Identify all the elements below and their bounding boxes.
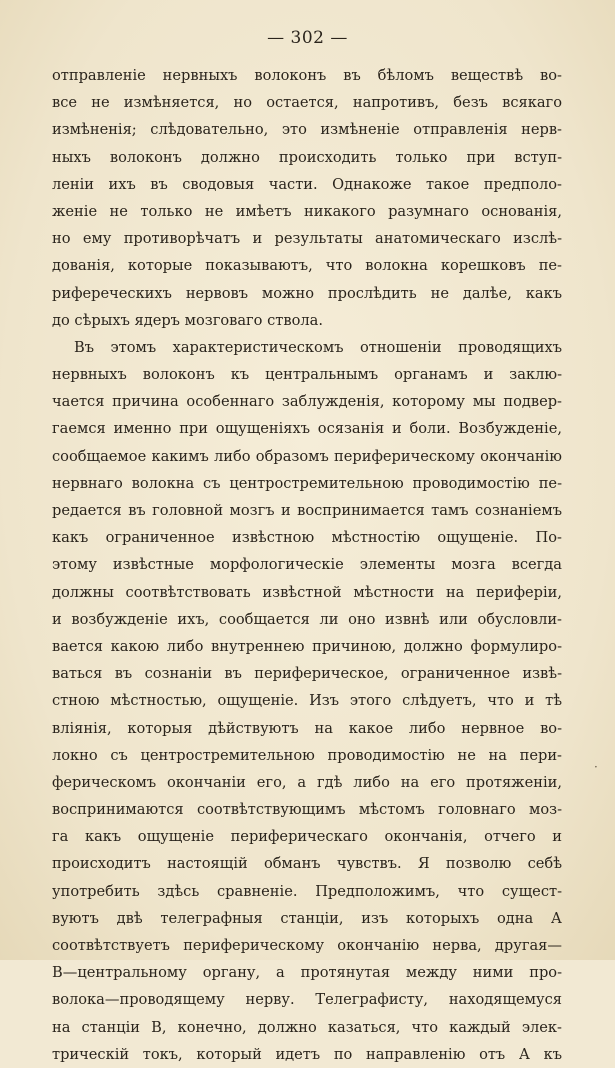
text-line: стною мѣстностью, ощущеніе. Изъ этого слѣдуетъ, что и тѣ [52, 692, 562, 710]
text-line: должны соотвѣтствовать извѣстной мѣстности на периферіи, [52, 583, 562, 601]
text-line: и возбужденіе ихъ, сообщается ли оно извнѣ или обусловли- [52, 610, 562, 628]
text-line: га какъ ощущеніе периферическаго окончанія, отчего и [52, 828, 562, 846]
text-line: на станціи В, конечно, должно казаться, что каждый элек- [52, 1018, 562, 1036]
text-line: дованія, которые показываютъ, что волокна корешковъ пе- [52, 257, 562, 275]
text-line: вуютъ двѣ телеграфныя станціи, изъ которыхъ одна А [52, 909, 562, 927]
text-line: соотвѣтствуетъ периферическому окончанію нерва, другая— [52, 937, 562, 954]
text-line: происходитъ настоящій обманъ чувствъ. Я позволю себѣ [52, 855, 562, 873]
text-line: употребить здѣсь сравненіе. Предположимъ, что сущест- [52, 882, 562, 900]
text-line: локно съ центростремительною проводимостію не на пери- [52, 746, 562, 764]
text-line: вается какою либо внутреннею причиною, должно формулиро- [52, 637, 562, 655]
paragraph-start-line: Въ этомъ характеристическомъ отношеніи проводящихъ [74, 338, 562, 356]
page-number: — 302 — [267, 28, 348, 48]
body-text [52, 62, 562, 1068]
text-line: леніи ихъ въ сводовыя части. Однакоже такое предполо- [52, 175, 562, 193]
text-line: до сѣрыхъ ядеръ мозговаго ствола. [52, 311, 323, 329]
text-line: чается причина особеннаго заблужденія, которому мы подвер- [52, 393, 562, 411]
text-line: воспринимаются соотвѣтствующимъ мѣстомъ головнаго моз- [52, 801, 562, 819]
text-line: редается въ головной мозгъ и воспринимается тамъ сознаніемъ [52, 502, 562, 519]
text-line: В—центральному органу, а протянутая между ними про- [52, 964, 562, 982]
text-line: этому извѣстные морфологическіе элементы мозга всегда [52, 556, 562, 574]
text-line: трическій токъ, который идетъ по направленію отъ А къ [52, 1045, 562, 1063]
text-line: вліянія, которыя дѣйствуютъ на какое либо нервное во- [52, 719, 562, 737]
text-line: но ему противорѣчатъ и результаты анатомическаго изслѣ- [52, 230, 562, 248]
text-line: волока—проводящему нерву. Телеграфисту, находящемуся [52, 991, 562, 1009]
margin-mark: · [594, 760, 598, 774]
text-line: женіе не только не имѣетъ никакого разумнаго основанія, [52, 202, 562, 220]
text-line: ваться въ сознаніи въ периферическое, ограниченное извѣ- [52, 665, 562, 683]
text-line: измѣненія; слѣдовательно, это измѣненіе отправленія нерв- [52, 121, 562, 139]
text-line: ныхъ волоконъ должно происходить только при вступ- [52, 148, 562, 166]
text-line: ферическомъ окончаніи его, а гдѣ либо на его протяженіи, [52, 773, 562, 791]
text-line: гаемся именно при ощущеніяхъ осязанія и боли. Возбужденіе, [52, 420, 562, 438]
text-line: все не измѣняется, но остается, напротивъ, безъ всякаго [52, 94, 562, 112]
text-line: нервнаго волокна съ центростремительною проводимостію пе- [52, 474, 562, 492]
text-line: нервныхъ волоконъ къ центральнымъ органамъ и заклю- [52, 366, 562, 384]
text-line: отправленіе нервныхъ волоконъ въ бѣломъ веществѣ во- [52, 67, 562, 84]
text-line: рифереческихъ нервовъ можно прослѣдить не далѣе, какъ [52, 284, 562, 302]
text-line: какъ ограниченное извѣстною мѣстностію ощущеніе. По- [52, 529, 562, 547]
text-line: сообщаемое какимъ либо образомъ периферическому окончанію [52, 447, 562, 465]
